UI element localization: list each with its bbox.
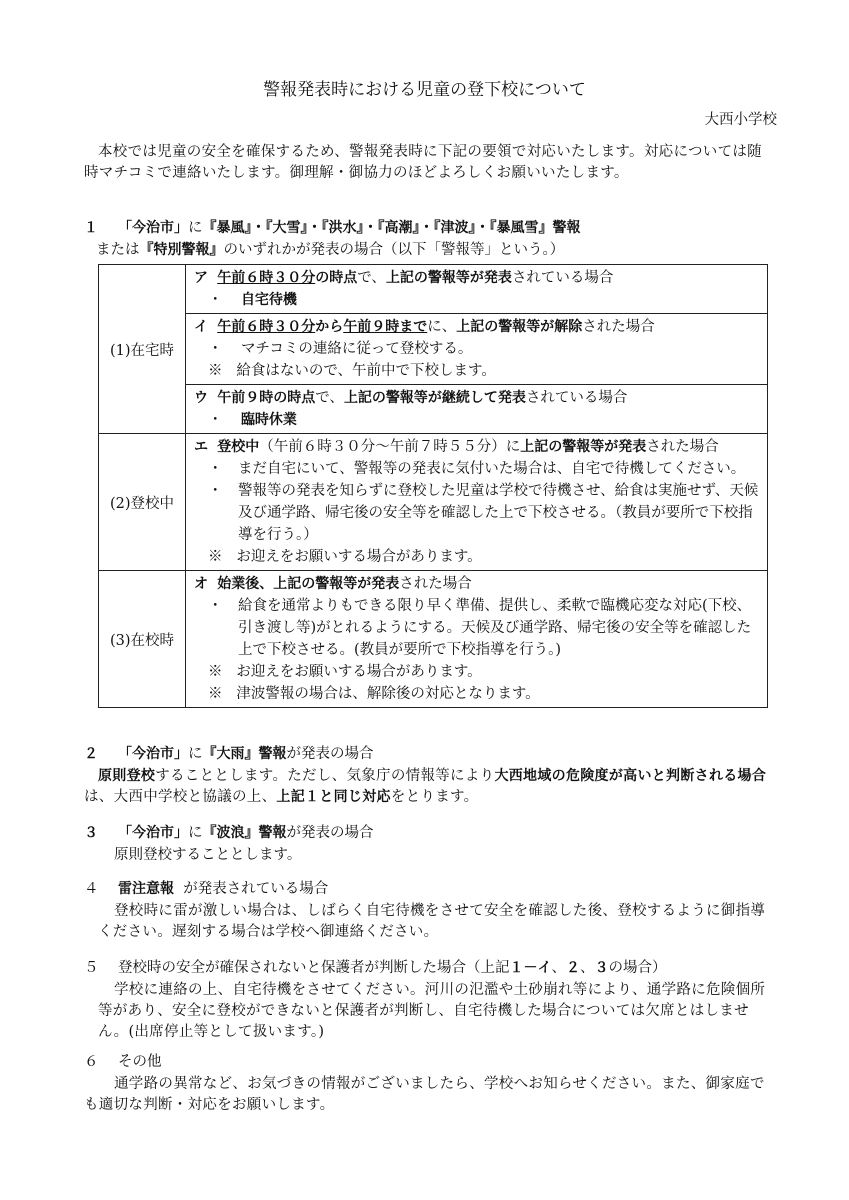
case-e: エ 登校中（午前６時３０分～午前７時５５分）に上記の警報等が発表された場合 ・ まだ自宅にいて、警報等の発表に気付いた場合は、自宅で待機してください。 ・ 警報等の発表を知らずに登校した児童は学校で待機させ、給食は実施せず、天候及び通学路、帰宅後の安全等を確認した上で下校させる。（教員が要所で下校指導を行う。） ※ お迎えをお願いする場合があります。 — [186, 434, 768, 571]
row-label-school: (3)在校時 — [99, 571, 186, 708]
intro-paragraph: 本校では児童の安全を確保するため、警報発表時に下記の要領で対応いたします。対応については随時マチコミで連絡いたします。御理解・御協力のほどよろしくお願いいたします。 — [84, 144, 762, 181]
section-3-heading: ３ 「今治市」に『波浪』警報が発表の場合 — [84, 825, 374, 841]
page-title: 警報発表時における児童の登下校について — [263, 80, 586, 100]
section-6-body: 通学路の異常など、お気づきの情報がございましたら、学校へお知らせください。また、御家庭でも適切な判断・対応をお願いします。 — [84, 1076, 765, 1113]
row-label-home: (1)在宅時 — [99, 265, 186, 434]
section-4-heading: ４ 雷注意報 が発表されている場合 — [84, 881, 329, 897]
section-2-heading: ２ 「今治市」に『大雨』警報が発表の場合 — [84, 746, 374, 762]
response-table — [98, 264, 768, 708]
case-u: ウ 午前９時の時点で、上記の警報等が継続して発表されている場合 ・ 臨時休業 — [186, 385, 768, 434]
section-4-body: 登校時に雷が激しい場合は、しばらく自宅待機をさせて安全を確認した後、登校するように御指導ください。遅刻する場合は学校へ御連絡ください。 — [98, 903, 766, 940]
section-1-heading: １ 「今治市」に『暴風』・『大雪』・『洪水』・『高潮』・『津波』・『暴風雪』警報 — [84, 220, 581, 236]
school-name: 大西小学校 — [704, 112, 777, 128]
case-o: オ 始業後、上記の警報等が発表された場合 ・ 給食を通常よりもできる限り早く準備、提供し、柔軟で臨機応変な対応(下校、引き渡し等)がとれるようにする。天候及び通学路、帰宅後の安全等を確認した上で下校させる。(教員が要所で下校指導を行う。) ※ お迎えをお願いする場合があります。 ※ 津波警報の場合は、解除後の対応となります。 — [186, 571, 768, 708]
section-1-subheading: または『特別警報』のいずれかが発表の場合（以下「警報等」という。） — [96, 242, 565, 258]
case-i: イ 午前６時３０分から午前９時までに、上記の警報等が解除された場合 ・ マチコミの連絡に従って登校する。 ※ 給食はないので、午前中で下校します。 — [186, 314, 768, 385]
section-5-body: 学校に連絡の上、自宅待機をさせてください。河川の氾濫や土砂崩れ等により、通学路に危険個所等があり、安全に登校ができないと保護者が判断し、自宅待機した場合については欠席とはしません。(出席停止等として扱います。) — [98, 982, 766, 1040]
section-2-body: 原則登校することとします。ただし、気象庁の情報等により大西地域の危険度が高いと判断される場合は、大西中学校と協議の上、上記１と同じ対応をとります。 — [84, 768, 767, 805]
row-label-commute: (2)登校中 — [99, 434, 186, 571]
section-3-body: 原則登校することとします。 — [114, 847, 302, 863]
case-a: ア 午前６時３０分の時点で、上記の警報等が発表されている場合 ・ 自宅待機 — [186, 265, 768, 314]
section-6-heading: ６ その他 — [84, 1054, 162, 1070]
section-5-heading: ５ 登校時の安全が確保されないと保護者が判断した場合（上記１－イ、２、３の場合） — [84, 960, 667, 976]
